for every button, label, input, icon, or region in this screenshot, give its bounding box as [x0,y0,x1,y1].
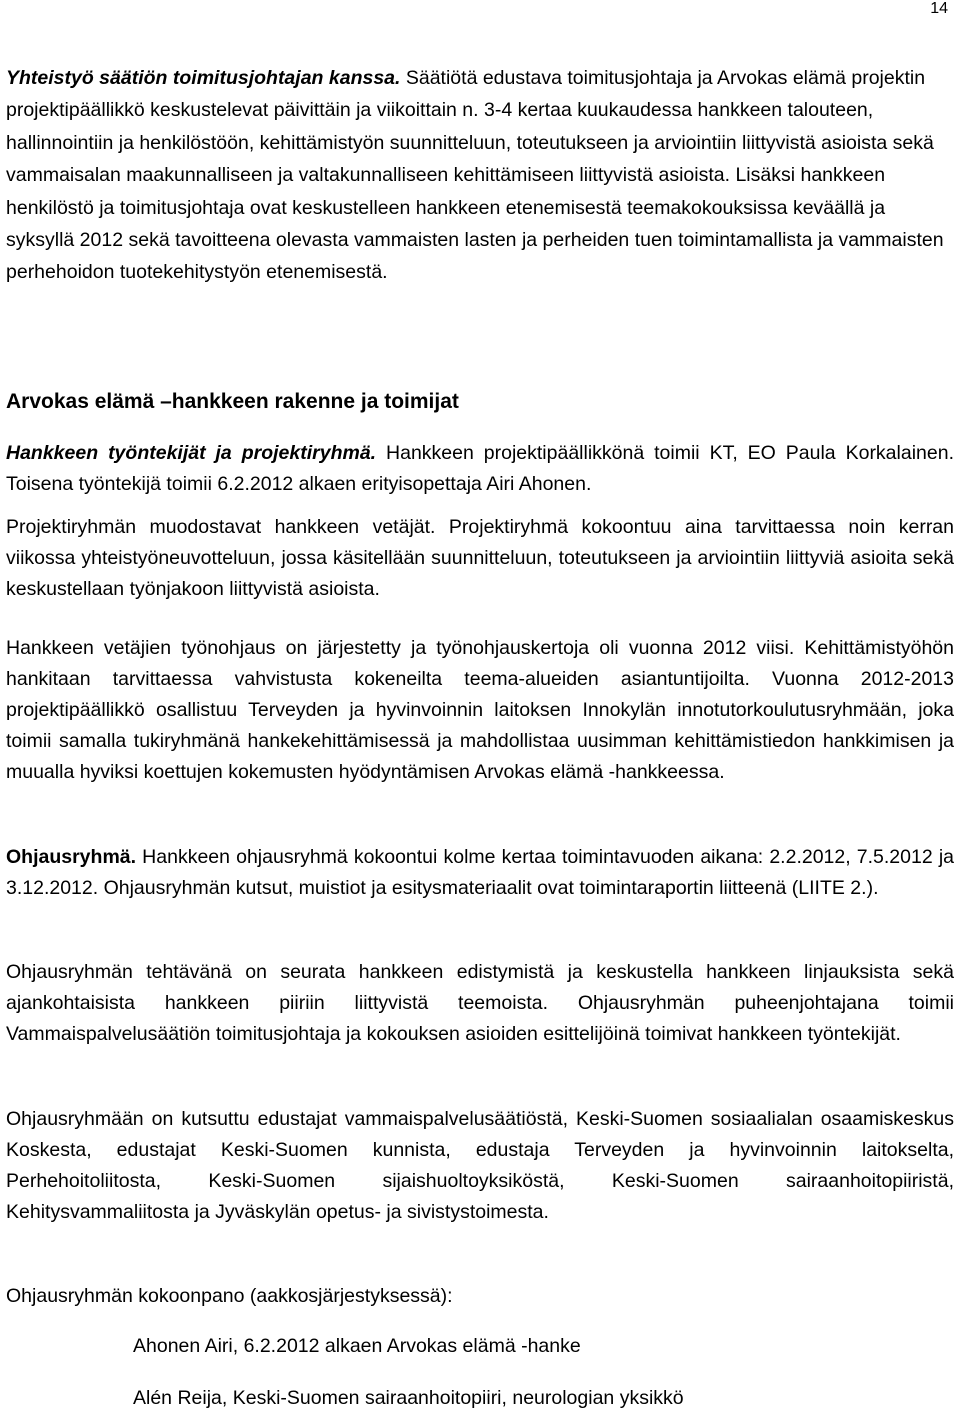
staff-lead: Hankkeen työntekijät ja projektiryhmä. [6,442,377,464]
staff-text: Hankkeen projektipäällikkönä toimii KT, EO Paula Korkalainen. Toisena työntekijä toimii 6.2.2012 alkaen erityisopettaja Airi Ahonen. [6,442,954,495]
intro-text: Säätiötä edustava toimitusjohtaja ja Arvokas elämä projektin projektipäällikkö keskustelevat päivittäin ja viikoittain n. 3-4 kertaa kuukaudessa hankkeen talouteen, hallinnointiin ja henkilöstöön, kehittämistyön suunnitteluun, toteutukseen ja arviointiin liittyvistä asioista sekä vammaisalan maakunnalliseen ja valtakunnalliseen kehittämiseen liittyvistä asioista. Lisäksi hankkeen henkilöstö ja toimitusjohtaja ovat keskustelleen hankkeen etenemisestä teemakokouksissa keväällä ja syksyllä 2012 sekä tavoitteena olevasta vammaisten lasten ja perheiden tuen toimintamallista ja vammaisten perhehoidon tuotekehitystyön etenemisestä. [6,67,944,284]
steering-text: Hankkeen ohjausryhmä kokoontui kolme kertaa toimintavuoden aikana: 2.2.2012, 7.5.2012 ja 3.12.2012. Ohjausryhmän kutsut, muistiot ja esitysmateriaalit ovat toimintaraportin liitteenä (LIITE 2.). [6,846,954,899]
steering-task-paragraph: Ohjausryhmän tehtävänä on seurata hankkeen edistymistä ja keskustella hankkeen linjauksista sekä ajankohtaisista hankkeen piiriin liittyvistä teemoista. Ohjausryhmän puheenjohtajana toimii Vammaispalvelusäätiön toimitusjohtaja ja kokouksen asioiden esittelijöinä toimivat hankkeen työntekijät. [6,961,954,1045]
composition-label: Ohjausryhmän kokoonpano (aakkosjärjestyksessä): [6,1285,453,1307]
intro-lead: Yhteistyö säätiön toimitusjohtajan kanssa. [6,67,401,89]
member-item: Ahonen Airi, 6.2.2012 alkaen Arvokas elämä -hanke [133,1335,581,1357]
member-item: Alén Reija, Keski-Suomen sairaanhoitopiiri, neurologian yksikkö [133,1387,684,1409]
steering-paragraph [6,842,954,904]
invited-paragraph: Ohjausryhmään on kutsuttu edustajat vammaispalvelusäätiöstä, Keski-Suomen sosiaalialan osaamiskeskus Koskesta, edustajat Keski-Suomen kunnista, edustaja Terveyden ja hyvinvoinnin laitokselta, Perhehoitoliitosta, Keski-Suomen sijaishuoltoyksiköstä, Keski-Suomen sairaanhoitopiiristä, Kehitysvammaliitosta ja Jyväskylän opetus- ja sivistystoimesta. [6,1108,954,1223]
section-heading: Arvokas elämä –hankkeen rakenne ja toimijat [6,390,459,413]
supervision-paragraph: Hankkeen vetäjien työnohjaus on järjestetty ja työnohjauskertoja oli vuonna 2012 viisi. Kehittämistyöhön hankitaan tarvittaessa vahvistusta kokeneilta teema-alueiden asiantuntijoilta. Vuonna 2012-2013 projektipäällikkö osallistuu Terveyden ja hyvinvoinnin laitoksen Innokylän innotutorkoulutusryhmään, joka toimii samalla tukiryhmänä hankekehittämisessä ja mahdollistaa uusimman kehittämistiedon hankkimisen ja muualla hyviksi koettujen kokemusten hyödyntämisen Arvokas elämä -hankkeessa. [6,637,954,783]
project-group-paragraph: Projektiryhmän muodostavat hankkeen vetäjät. Projektiryhmä kokoontuu aina tarvittaessa noin kerran viikossa yhteistyöneuvotteluun, jossa käsitellään suunnitteluun, toteutukseen ja arviointiin liittyviä asioita sekä keskustellaan työnjakoon liittyvistä asioista. [6,516,954,600]
page-number: 14 [930,0,948,17]
staff-paragraph [6,438,954,500]
intro-paragraph [6,62,954,289]
steering-lead: Ohjausryhmä. [6,846,137,868]
